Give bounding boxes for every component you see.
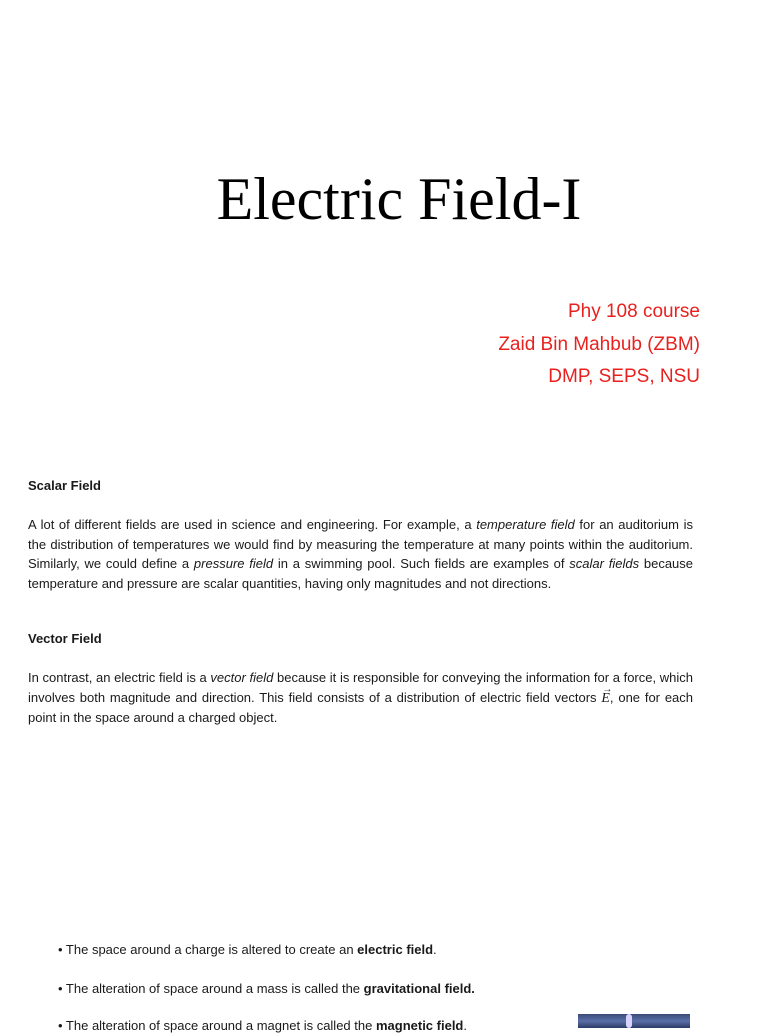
bullet-gravitational-field: • The alteration of space around a mass is called the gravitational field. [58, 981, 475, 996]
vector-arrow: → [602, 683, 613, 695]
electric-field-vector-symbol: → E [601, 689, 610, 709]
field-illustration-glow [626, 1014, 632, 1028]
slide-title: Electric Field-I [216, 166, 582, 232]
scalar-field-heading: Scalar Field [28, 478, 101, 493]
vector-field-paragraph: In contrast, an electric field is a vector field because it is responsible for conveying the information for a force, which involves both magnitude and direction. This field consists of a distribution of electric field vectors → E, one for each point in the space around a charged object. [28, 670, 694, 725]
author-name: Zaid Bin Mahbub (ZBM) [498, 333, 700, 355]
course-name: Phy 108 course [567, 301, 700, 322]
vector-field-section [28, 668, 693, 728]
subtitle-block [498, 296, 700, 394]
field-illustration-image [578, 1014, 690, 1028]
affiliation: DMP, SEPS, NSU [548, 366, 700, 387]
scalar-field-section [28, 515, 693, 593]
scalar-field-paragraph: A lot of different fields are used in science and engineering. For example, a temperature field for an auditorium is the distribution of temperatures we would find by measuring the temperature at many points within the auditorium. Similarly, we could define a pressure field in a swimming pool. Such fields are examples of scalar fields because temperature and pressure are scalar quantities, having only magnitudes and not directions. [28, 517, 694, 591]
bullet-magnetic-field: • The alteration of space around a magnet is called the magnetic field. [58, 1018, 468, 1033]
vector-field-heading: Vector Field [28, 631, 102, 646]
bullet-electric-field: • The space around a charge is altered to create an electric field. [58, 942, 437, 957]
